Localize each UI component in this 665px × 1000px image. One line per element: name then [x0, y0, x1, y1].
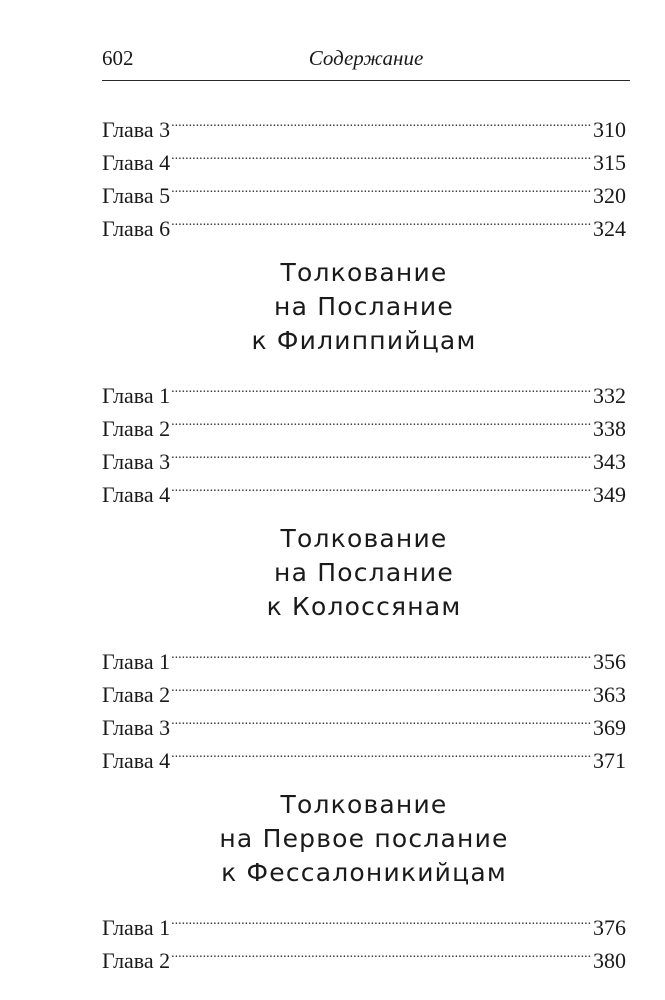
header-rule	[102, 80, 630, 81]
toc-entry[interactable]	[102, 436, 626, 474]
toc-entry[interactable]	[102, 370, 626, 408]
toc-entry-label: Глава 2	[102, 948, 171, 973]
toc-entry-label: Глава 4	[102, 748, 171, 773]
toc-entry-label: Глава 6	[102, 216, 171, 241]
toc-entry[interactable]	[102, 170, 626, 208]
dot-leader	[171, 370, 592, 403]
toc-entry-page: 371	[593, 748, 626, 773]
toc-entry-label: Глава 5	[102, 183, 171, 208]
toc-entry-page: 310	[593, 117, 626, 142]
toc-entry[interactable]	[102, 702, 626, 740]
running-head	[102, 44, 630, 76]
toc-group-philippians	[102, 236, 626, 507]
section-heading-line: Толкование	[280, 524, 448, 553]
toc-entry-label: Глава 1	[102, 915, 171, 940]
toc-entry[interactable]	[102, 902, 626, 940]
toc-group-continued	[102, 104, 626, 241]
toc-entry[interactable]	[102, 469, 626, 507]
toc-entry-label: Глава 3	[102, 715, 171, 740]
toc-entry-page: 324	[593, 216, 626, 241]
section-heading-line: Толкование	[280, 258, 448, 287]
section-heading	[102, 768, 626, 902]
toc-entry-page: 332	[593, 383, 626, 408]
toc-entry-label: Глава 2	[102, 682, 171, 707]
page-number: 602	[102, 46, 134, 70]
dot-leader	[171, 935, 592, 968]
toc-entry[interactable]	[102, 935, 626, 973]
toc-entry-label: Глава 4	[102, 482, 171, 507]
toc-entry-label: Глава 2	[102, 416, 171, 441]
section-heading-line: на Послание	[274, 292, 454, 321]
toc-entry-label: Глава 1	[102, 383, 171, 408]
section-heading-line: Толкование	[280, 790, 448, 819]
dot-leader	[171, 669, 592, 702]
dot-leader	[171, 203, 592, 236]
toc-entry[interactable]	[102, 403, 626, 441]
section-heading-line: к Фессалоникийцам	[221, 858, 507, 887]
section-heading	[102, 236, 626, 370]
toc-entry[interactable]	[102, 137, 626, 175]
toc-entry[interactable]	[102, 735, 626, 773]
toc-entry-page: 338	[593, 416, 626, 441]
dot-leader	[171, 902, 592, 935]
toc-entry-label: Глава 4	[102, 150, 171, 175]
toc-entry[interactable]	[102, 636, 626, 674]
dot-leader	[171, 436, 592, 469]
toc-entry[interactable]	[102, 203, 626, 241]
section-heading-line: на Первое послание	[219, 824, 509, 853]
toc-entry-page: 376	[593, 915, 626, 940]
section-heading-line: к Филиппийцам	[251, 326, 477, 355]
toc-entry-page: 356	[593, 649, 626, 674]
toc-entry[interactable]	[102, 669, 626, 707]
dot-leader	[171, 137, 592, 170]
dot-leader	[171, 636, 592, 669]
dot-leader	[171, 403, 592, 436]
toc-entry-page: 320	[593, 183, 626, 208]
dot-leader	[171, 104, 592, 137]
toc-entry-page: 369	[593, 715, 626, 740]
table-of-contents	[102, 104, 626, 973]
toc-entry-page: 363	[593, 682, 626, 707]
toc-entry-label: Глава 3	[102, 117, 171, 142]
toc-entry-label: Глава 1	[102, 649, 171, 674]
toc-entry-page: 349	[593, 482, 626, 507]
section-heading-line: на Послание	[274, 558, 454, 587]
section-heading-line: к Колоссянам	[266, 592, 462, 621]
toc-entry-page: 315	[593, 150, 626, 175]
dot-leader	[171, 702, 592, 735]
toc-entry-page: 380	[593, 948, 626, 973]
dot-leader	[171, 469, 592, 502]
toc-group-thessalonians	[102, 768, 626, 973]
toc-entry-page: 343	[593, 449, 626, 474]
section-heading	[102, 502, 626, 636]
dot-leader	[171, 170, 592, 203]
toc-entry-label: Глава 3	[102, 449, 171, 474]
dot-leader	[171, 735, 592, 768]
running-title: Содержание	[308, 46, 424, 70]
toc-group-colossians	[102, 502, 626, 773]
toc-entry[interactable]	[102, 104, 626, 142]
